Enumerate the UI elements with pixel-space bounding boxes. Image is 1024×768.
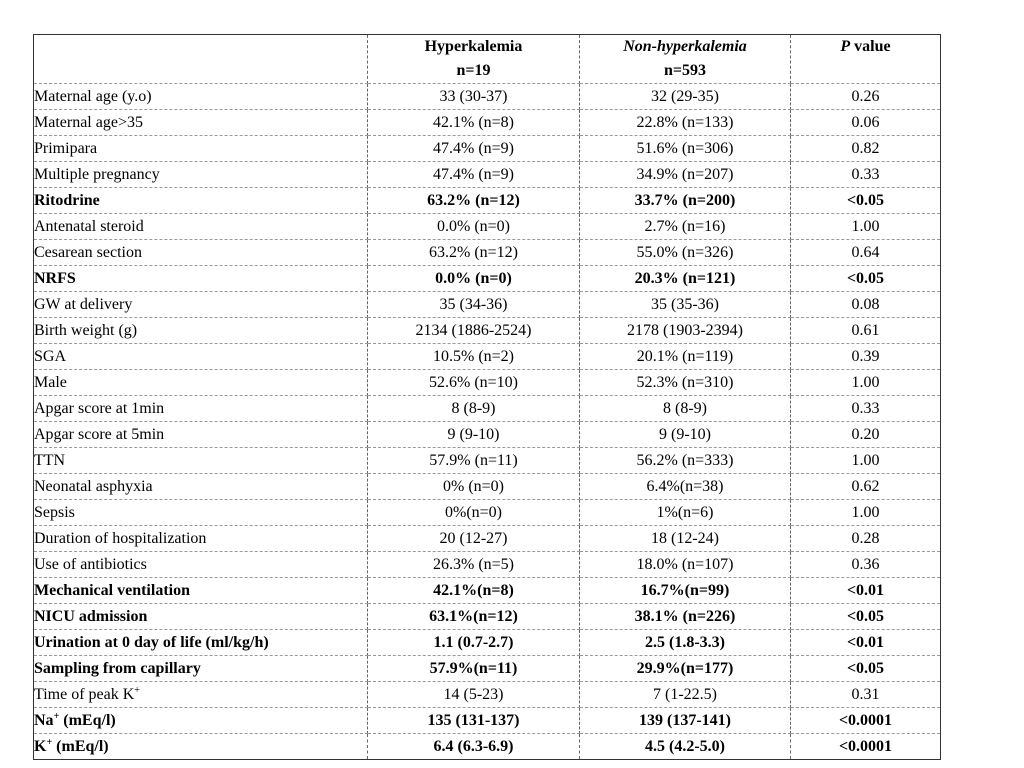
table-row (34, 448, 941, 474)
header-p-italic: P (840, 38, 851, 55)
row-label (34, 422, 368, 448)
comparison-table (33, 34, 941, 760)
table-row (34, 552, 941, 578)
row-label-text: Male (34, 373, 67, 391)
hyperkalemia-value: 135 (131-137) (368, 708, 580, 734)
row-label (34, 604, 368, 630)
header-non-hyperkalemia (580, 35, 791, 84)
table-row (34, 344, 941, 370)
row-label (34, 552, 368, 578)
table-row (34, 422, 941, 448)
row-label-unit: (mEq/l) (59, 711, 116, 729)
row-label-text: NICU admission (34, 607, 148, 625)
row-label (34, 474, 368, 500)
p-value: 0.62 (791, 474, 941, 500)
header-p-value (791, 35, 941, 84)
row-label (34, 162, 368, 188)
row-label-text: Antenatal steroid (34, 217, 144, 235)
row-label-text: Apgar score at 5min (34, 425, 165, 443)
hyperkalemia-value: 57.9% (n=11) (368, 448, 580, 474)
hyperkalemia-value: 52.6% (n=10) (368, 370, 580, 396)
non-hyperkalemia-value: 34.9% (n=207) (580, 162, 791, 188)
row-label (34, 448, 368, 474)
table-row (34, 474, 941, 500)
table-row (34, 266, 941, 292)
table-row (34, 188, 941, 214)
p-value: <0.05 (791, 656, 941, 682)
p-value: <0.0001 (791, 708, 941, 734)
row-label (34, 370, 368, 396)
non-hyperkalemia-value: 2178 (1903-2394) (580, 318, 791, 344)
hyperkalemia-value: 0.0% (n=0) (368, 214, 580, 240)
p-value: 0.61 (791, 318, 941, 344)
table-row (34, 162, 941, 188)
table-row (34, 110, 941, 136)
p-value: 0.39 (791, 344, 941, 370)
p-value: 0.06 (791, 110, 941, 136)
header-p-rest: value (850, 38, 891, 55)
row-label (34, 500, 368, 526)
row-label (34, 526, 368, 552)
row-label-text: Maternal age>35 (34, 113, 143, 131)
row-label-text: Primipara (34, 139, 98, 157)
non-hyperkalemia-value: 29.9%(n=177) (580, 656, 791, 682)
p-value: 0.26 (791, 84, 941, 110)
p-value: 1.00 (791, 214, 941, 240)
hyperkalemia-value: 0.0% (n=0) (368, 266, 580, 292)
non-hyperkalemia-value: 2.7% (n=16) (580, 214, 791, 240)
p-value: 0.82 (791, 136, 941, 162)
header-hyperkalemia-n: n=19 (456, 62, 491, 79)
non-hyperkalemia-value: 22.8% (n=133) (580, 110, 791, 136)
p-value: <0.05 (791, 604, 941, 630)
table-row (34, 682, 941, 708)
row-label-text: Mechanical ventilation (34, 581, 190, 599)
p-value: 0.36 (791, 552, 941, 578)
hyperkalemia-value: 26.3% (n=5) (368, 552, 580, 578)
row-label-text: Maternal age (y.o) (34, 87, 152, 105)
hyperkalemia-value: 35 (34-36) (368, 292, 580, 318)
header-hyperkalemia-title: Hyperkalemia (424, 38, 523, 55)
hyperkalemia-value: 63.2% (n=12) (368, 240, 580, 266)
hyperkalemia-value: 1.1 (0.7-2.7) (368, 630, 580, 656)
non-hyperkalemia-value: 7 (1-22.5) (580, 682, 791, 708)
hyperkalemia-value: 47.4% (n=9) (368, 136, 580, 162)
row-label-text: Urination at 0 day of life (ml/kg/h) (34, 633, 269, 651)
non-hyperkalemia-value: 20.1% (n=119) (580, 344, 791, 370)
table-row (34, 604, 941, 630)
row-label (34, 292, 368, 318)
row-label-text: Time of peak K (34, 685, 135, 703)
row-label-unit: (mEq/l) (52, 737, 109, 755)
non-hyperkalemia-value: 4.5 (4.2-5.0) (580, 734, 791, 760)
row-label (34, 188, 368, 214)
hyperkalemia-value: 0% (n=0) (368, 474, 580, 500)
row-label-text: Duration of hospitalization (34, 529, 207, 547)
row-label-text: Sepsis (34, 503, 75, 521)
p-value: 1.00 (791, 370, 941, 396)
header-hyperkalemia (368, 35, 580, 84)
row-label (34, 110, 368, 136)
p-value: 0.33 (791, 396, 941, 422)
header-row (34, 35, 941, 84)
row-label-text: NRFS (34, 269, 76, 287)
p-value: 0.08 (791, 292, 941, 318)
hyperkalemia-value: 20 (12-27) (368, 526, 580, 552)
row-label (34, 682, 368, 708)
hyperkalemia-value: 42.1% (n=8) (368, 110, 580, 136)
non-hyperkalemia-value: 20.3% (n=121) (580, 266, 791, 292)
row-label (34, 318, 368, 344)
hyperkalemia-value: 10.5% (n=2) (368, 344, 580, 370)
row-label (34, 734, 368, 760)
row-label-text: Na (34, 711, 54, 729)
row-label-text: Apgar score at 1min (34, 399, 165, 417)
row-label (34, 708, 368, 734)
row-label (34, 656, 368, 682)
row-label-text: Multiple pregnancy (34, 165, 160, 183)
non-hyperkalemia-value: 18.0% (n=107) (580, 552, 791, 578)
non-hyperkalemia-value: 38.1% (n=226) (580, 604, 791, 630)
non-hyperkalemia-value: 51.6% (n=306) (580, 136, 791, 162)
table-row (34, 214, 941, 240)
row-label (34, 84, 368, 110)
non-hyperkalemia-value: 1%(n=6) (580, 500, 791, 526)
row-label-text: GW at delivery (34, 295, 133, 313)
row-label (34, 578, 368, 604)
p-value: 0.20 (791, 422, 941, 448)
table-row (34, 396, 941, 422)
table-row (34, 656, 941, 682)
non-hyperkalemia-value: 18 (12-24) (580, 526, 791, 552)
table-row (34, 578, 941, 604)
row-label-text: K (34, 737, 47, 755)
table-row (34, 708, 941, 734)
p-value: 0.64 (791, 240, 941, 266)
row-label-text: SGA (34, 347, 67, 365)
row-label (34, 396, 368, 422)
p-value: 1.00 (791, 448, 941, 474)
row-label-text: TTN (34, 451, 66, 469)
p-value: <0.0001 (791, 734, 941, 760)
header-non-hyperkalemia-title: Non-hyperkalemia (623, 38, 747, 55)
hyperkalemia-value: 33 (30-37) (368, 84, 580, 110)
row-label-text: Use of antibiotics (34, 555, 147, 573)
table-row (34, 734, 941, 760)
header-label-cell (34, 35, 368, 84)
row-label-superscript: + (46, 736, 53, 748)
table-body (34, 84, 941, 760)
row-label-text: Ritodrine (34, 191, 100, 209)
non-hyperkalemia-value: 55.0% (n=326) (580, 240, 791, 266)
header-non-hyperkalemia-n: n=593 (663, 62, 706, 79)
hyperkalemia-value: 2134 (1886-2524) (368, 318, 580, 344)
row-label-text: Cesarean section (34, 243, 142, 261)
row-label (34, 214, 368, 240)
table-row (34, 84, 941, 110)
p-value: <0.01 (791, 630, 941, 656)
hyperkalemia-value: 0%(n=0) (368, 500, 580, 526)
table-row (34, 630, 941, 656)
row-label-superscript: + (134, 684, 140, 696)
hyperkalemia-value: 14 (5-23) (368, 682, 580, 708)
non-hyperkalemia-value: 56.2% (n=333) (580, 448, 791, 474)
hyperkalemia-value: 47.4% (n=9) (368, 162, 580, 188)
table-row (34, 240, 941, 266)
row-label-text: Neonatal asphyxia (34, 477, 153, 495)
table-header (34, 35, 941, 84)
p-value: <0.05 (791, 188, 941, 214)
table-row (34, 318, 941, 344)
hyperkalemia-value: 42.1%(n=8) (368, 578, 580, 604)
row-label (34, 136, 368, 162)
non-hyperkalemia-value: 16.7%(n=99) (580, 578, 791, 604)
non-hyperkalemia-value: 52.3% (n=310) (580, 370, 791, 396)
non-hyperkalemia-value: 2.5 (1.8-3.3) (580, 630, 791, 656)
non-hyperkalemia-value: 9 (9-10) (580, 422, 791, 448)
hyperkalemia-value: 9 (9-10) (368, 422, 580, 448)
hyperkalemia-value: 57.9%(n=11) (368, 656, 580, 682)
hyperkalemia-value: 63.1%(n=12) (368, 604, 580, 630)
hyperkalemia-value: 6.4 (6.3-6.9) (368, 734, 580, 760)
hyperkalemia-value: 8 (8-9) (368, 396, 580, 422)
table-row (34, 136, 941, 162)
non-hyperkalemia-value: 139 (137-141) (580, 708, 791, 734)
non-hyperkalemia-value: 32 (29-35) (580, 84, 791, 110)
hyperkalemia-value: 63.2% (n=12) (368, 188, 580, 214)
row-label (34, 344, 368, 370)
p-value: <0.01 (791, 578, 941, 604)
row-label-superscript: + (53, 710, 60, 722)
p-value: 1.00 (791, 500, 941, 526)
table-row (34, 292, 941, 318)
row-label-text: Sampling from capillary (34, 659, 201, 677)
row-label (34, 630, 368, 656)
p-value: 0.33 (791, 162, 941, 188)
non-hyperkalemia-value: 35 (35-36) (580, 292, 791, 318)
table-row (34, 526, 941, 552)
p-value: <0.05 (791, 266, 941, 292)
table-row (34, 500, 941, 526)
non-hyperkalemia-value: 6.4%(n=38) (580, 474, 791, 500)
table-row (34, 370, 941, 396)
row-label (34, 240, 368, 266)
p-value: 0.28 (791, 526, 941, 552)
non-hyperkalemia-value: 33.7% (n=200) (580, 188, 791, 214)
p-value: 0.31 (791, 682, 941, 708)
non-hyperkalemia-value: 8 (8-9) (580, 396, 791, 422)
row-label-text: Birth weight (g) (34, 321, 138, 339)
row-label (34, 266, 368, 292)
